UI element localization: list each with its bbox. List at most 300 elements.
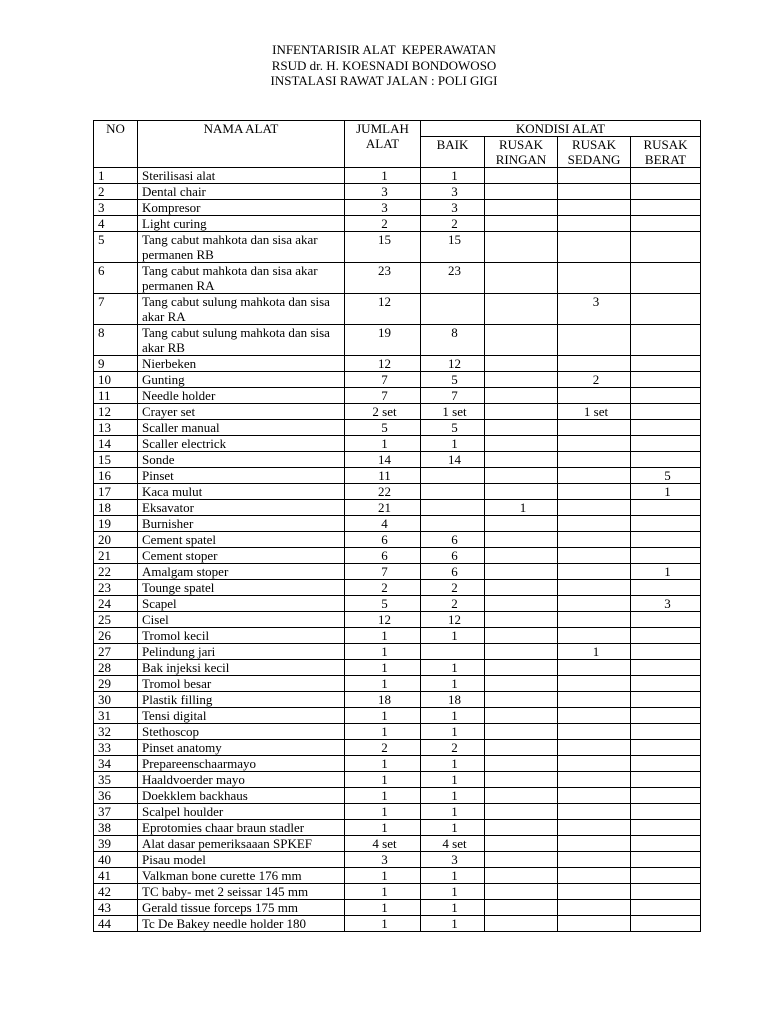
cell-rusak-berat [631, 708, 701, 724]
cell-rusak-ringan: 1 [485, 500, 558, 516]
table-row [94, 484, 701, 500]
cell-nama-alat: TC baby- met 2 seissar 145 mm [138, 884, 345, 900]
cell-rusak-berat [631, 356, 701, 372]
table-row [94, 168, 701, 184]
cell-rusak-sedang [558, 200, 631, 216]
cell-baik: 1 [421, 868, 485, 884]
cell-rusak-berat [631, 772, 701, 788]
cell-no: 37 [94, 804, 138, 820]
inventory-table [93, 120, 701, 932]
cell-rusak-sedang [558, 500, 631, 516]
cell-rusak-sedang [558, 580, 631, 596]
cell-baik: 3 [421, 200, 485, 216]
cell-jumlah: 1 [345, 660, 421, 676]
cell-nama-alat: Plastik filling [138, 692, 345, 708]
cell-rusak-berat [631, 548, 701, 564]
cell-rusak-ringan [485, 564, 558, 580]
cell-no: 23 [94, 580, 138, 596]
table-row [94, 660, 701, 676]
cell-no: 1 [94, 168, 138, 184]
table-row [94, 372, 701, 388]
cell-rusak-ringan [485, 294, 558, 325]
table-row [94, 740, 701, 756]
cell-rusak-ringan [485, 788, 558, 804]
cell-rusak-ringan [485, 612, 558, 628]
cell-baik [421, 516, 485, 532]
cell-baik: 2 [421, 740, 485, 756]
cell-rusak-ringan [485, 884, 558, 900]
cell-baik: 1 [421, 436, 485, 452]
table-row [94, 852, 701, 868]
cell-jumlah: 2 [345, 740, 421, 756]
cell-rusak-sedang [558, 788, 631, 804]
table-row [94, 836, 701, 852]
cell-jumlah: 12 [345, 356, 421, 372]
cell-rusak-berat [631, 436, 701, 452]
cell-no: 18 [94, 500, 138, 516]
table-row [94, 820, 701, 836]
cell-rusak-berat [631, 168, 701, 184]
cell-nama-alat: Bak injeksi kecil [138, 660, 345, 676]
cell-rusak-sedang [558, 868, 631, 884]
cell-baik: 1 [421, 628, 485, 644]
cell-rusak-berat [631, 676, 701, 692]
cell-rusak-berat [631, 500, 701, 516]
cell-nama-alat: Stethoscop [138, 724, 345, 740]
cell-rusak-sedang [558, 388, 631, 404]
cell-baik: 1 [421, 820, 485, 836]
cell-rusak-berat [631, 612, 701, 628]
cell-rusak-berat [631, 804, 701, 820]
cell-baik: 1 [421, 708, 485, 724]
cell-no: 2 [94, 184, 138, 200]
cell-jumlah: 1 [345, 900, 421, 916]
cell-rusak-ringan [485, 596, 558, 612]
cell-jumlah: 2 [345, 216, 421, 232]
cell-no: 40 [94, 852, 138, 868]
cell-rusak-ringan [485, 740, 558, 756]
table-row [94, 708, 701, 724]
cell-nama-alat: Cement spatel [138, 532, 345, 548]
cell-rusak-berat [631, 532, 701, 548]
cell-baik: 4 set [421, 836, 485, 852]
cell-baik: 8 [421, 325, 485, 356]
table-row [94, 532, 701, 548]
cell-nama-alat: Needle holder [138, 388, 345, 404]
cell-rusak-sedang [558, 692, 631, 708]
cell-nama-alat: Tang cabut sulung mahkota dan sisa akar RB [138, 325, 345, 356]
cell-rusak-ringan [485, 580, 558, 596]
cell-rusak-berat: 1 [631, 484, 701, 500]
cell-rusak-berat [631, 325, 701, 356]
cell-rusak-ringan [485, 420, 558, 436]
cell-nama-alat: Scaller manual [138, 420, 345, 436]
cell-jumlah: 4 [345, 516, 421, 532]
cell-rusak-berat [631, 628, 701, 644]
cell-jumlah: 14 [345, 452, 421, 468]
cell-rusak-sedang [558, 263, 631, 294]
table-row [94, 516, 701, 532]
cell-nama-alat: Alat dasar pemeriksaaan SPKEF [138, 836, 345, 852]
cell-rusak-sedang [558, 325, 631, 356]
cell-baik: 1 [421, 804, 485, 820]
cell-no: 41 [94, 868, 138, 884]
cell-baik: 3 [421, 852, 485, 868]
cell-rusak-ringan [485, 404, 558, 420]
cell-rusak-ringan [485, 820, 558, 836]
cell-baik: 2 [421, 216, 485, 232]
cell-no: 43 [94, 900, 138, 916]
cell-rusak-ringan [485, 724, 558, 740]
cell-nama-alat: Tc De Bakey needle holder 180 [138, 916, 345, 932]
cell-rusak-ringan [485, 200, 558, 216]
cell-rusak-ringan [485, 263, 558, 294]
cell-baik: 6 [421, 548, 485, 564]
table-row [94, 263, 701, 294]
table-row [94, 724, 701, 740]
table-row [94, 325, 701, 356]
cell-jumlah: 1 [345, 788, 421, 804]
cell-baik: 14 [421, 452, 485, 468]
cell-nama-alat: Tang cabut sulung mahkota dan sisa akar RA [138, 294, 345, 325]
cell-jumlah: 1 [345, 644, 421, 660]
cell-baik [421, 484, 485, 500]
cell-nama-alat: Dental chair [138, 184, 345, 200]
cell-nama-alat: Crayer set [138, 404, 345, 420]
table-row [94, 500, 701, 516]
cell-rusak-berat: 5 [631, 468, 701, 484]
cell-jumlah: 2 [345, 580, 421, 596]
table-row [94, 404, 701, 420]
cell-no: 32 [94, 724, 138, 740]
header-nama-alat: NAMA ALAT [138, 121, 345, 168]
cell-baik: 2 [421, 596, 485, 612]
table-row [94, 916, 701, 932]
cell-rusak-sedang: 1 [558, 644, 631, 660]
cell-rusak-berat [631, 388, 701, 404]
cell-no: 15 [94, 452, 138, 468]
table-row [94, 804, 701, 820]
cell-jumlah: 2 set [345, 404, 421, 420]
cell-jumlah: 3 [345, 184, 421, 200]
cell-rusak-ringan [485, 804, 558, 820]
cell-nama-alat: Kaca mulut [138, 484, 345, 500]
header-rusak-sedang: RUSAK SEDANG [558, 137, 631, 168]
cell-rusak-ringan [485, 900, 558, 916]
cell-jumlah: 23 [345, 263, 421, 294]
cell-rusak-sedang [558, 216, 631, 232]
cell-rusak-sedang [558, 820, 631, 836]
cell-rusak-ringan [485, 356, 558, 372]
table-row [94, 644, 701, 660]
table-row [94, 294, 701, 325]
cell-rusak-berat [631, 836, 701, 852]
cell-rusak-sedang [558, 532, 631, 548]
cell-rusak-ringan [485, 676, 558, 692]
cell-jumlah: 1 [345, 820, 421, 836]
cell-rusak-sedang [558, 660, 631, 676]
cell-nama-alat: Tromol kecil [138, 628, 345, 644]
cell-rusak-berat [631, 516, 701, 532]
cell-no: 36 [94, 788, 138, 804]
cell-rusak-sedang [558, 516, 631, 532]
cell-nama-alat: Burnisher [138, 516, 345, 532]
cell-rusak-berat: 3 [631, 596, 701, 612]
cell-rusak-ringan [485, 452, 558, 468]
cell-jumlah: 1 [345, 436, 421, 452]
cell-nama-alat: Pinset [138, 468, 345, 484]
cell-rusak-berat [631, 216, 701, 232]
cell-baik: 7 [421, 388, 485, 404]
cell-rusak-ringan [485, 548, 558, 564]
cell-nama-alat: Nierbeken [138, 356, 345, 372]
cell-jumlah: 1 [345, 708, 421, 724]
cell-nama-alat: Amalgam stoper [138, 564, 345, 580]
cell-rusak-berat [631, 740, 701, 756]
cell-nama-alat: Scalpel houlder [138, 804, 345, 820]
cell-rusak-ringan [485, 516, 558, 532]
cell-jumlah: 3 [345, 200, 421, 216]
cell-jumlah: 7 [345, 564, 421, 580]
cell-jumlah: 1 [345, 804, 421, 820]
cell-rusak-berat [631, 916, 701, 932]
cell-rusak-ringan [485, 708, 558, 724]
cell-jumlah: 7 [345, 372, 421, 388]
cell-nama-alat: Gunting [138, 372, 345, 388]
cell-baik: 5 [421, 372, 485, 388]
cell-baik: 18 [421, 692, 485, 708]
cell-jumlah: 22 [345, 484, 421, 500]
cell-rusak-sedang [558, 724, 631, 740]
cell-baik: 15 [421, 232, 485, 263]
cell-rusak-sedang [558, 564, 631, 580]
cell-jumlah: 5 [345, 596, 421, 612]
cell-rusak-sedang [558, 484, 631, 500]
cell-nama-alat: Scapel [138, 596, 345, 612]
cell-nama-alat: Tromol besar [138, 676, 345, 692]
cell-nama-alat: Valkman bone curette 176 mm [138, 868, 345, 884]
cell-no: 7 [94, 294, 138, 325]
cell-baik: 23 [421, 263, 485, 294]
table-row [94, 184, 701, 200]
cell-nama-alat: Tensi digital [138, 708, 345, 724]
table-row [94, 216, 701, 232]
cell-nama-alat: Cement stoper [138, 548, 345, 564]
cell-rusak-berat [631, 420, 701, 436]
table-row [94, 676, 701, 692]
cell-no: 16 [94, 468, 138, 484]
cell-jumlah: 1 [345, 168, 421, 184]
cell-rusak-berat [631, 232, 701, 263]
table-row [94, 884, 701, 900]
cell-no: 24 [94, 596, 138, 612]
cell-nama-alat: Eksavator [138, 500, 345, 516]
cell-rusak-berat [631, 263, 701, 294]
cell-rusak-sedang: 1 set [558, 404, 631, 420]
cell-nama-alat: Sonde [138, 452, 345, 468]
cell-baik: 1 [421, 756, 485, 772]
cell-rusak-sedang: 3 [558, 294, 631, 325]
cell-rusak-sedang [558, 548, 631, 564]
cell-rusak-ringan [485, 232, 558, 263]
cell-baik: 1 [421, 772, 485, 788]
cell-nama-alat: Tang cabut mahkota dan sisa akar permanen RA [138, 263, 345, 294]
cell-jumlah: 6 [345, 548, 421, 564]
cell-baik: 1 [421, 724, 485, 740]
cell-baik: 1 [421, 900, 485, 916]
cell-nama-alat: Light curing [138, 216, 345, 232]
cell-rusak-sedang [558, 676, 631, 692]
cell-jumlah: 1 [345, 676, 421, 692]
cell-nama-alat: Tounge spatel [138, 580, 345, 596]
cell-no: 17 [94, 484, 138, 500]
cell-rusak-sedang [558, 356, 631, 372]
cell-rusak-ringan [485, 325, 558, 356]
cell-baik: 12 [421, 356, 485, 372]
cell-rusak-ringan [485, 836, 558, 852]
cell-no: 12 [94, 404, 138, 420]
cell-rusak-sedang [558, 708, 631, 724]
header-jumlah-alat: JUMLAH ALAT [345, 121, 421, 168]
cell-rusak-sedang [558, 168, 631, 184]
cell-rusak-ringan [485, 532, 558, 548]
cell-nama-alat: Gerald tissue forceps 175 mm [138, 900, 345, 916]
cell-nama-alat: Haaldvoerder mayo [138, 772, 345, 788]
cell-rusak-berat [631, 644, 701, 660]
cell-no: 33 [94, 740, 138, 756]
table-row [94, 436, 701, 452]
cell-no: 20 [94, 532, 138, 548]
cell-nama-alat: Kompresor [138, 200, 345, 216]
cell-rusak-ringan [485, 692, 558, 708]
cell-jumlah: 12 [345, 294, 421, 325]
cell-rusak-ringan [485, 216, 558, 232]
cell-jumlah: 11 [345, 468, 421, 484]
cell-rusak-ringan [485, 868, 558, 884]
table-row [94, 232, 701, 263]
cell-rusak-ringan [485, 772, 558, 788]
cell-no: 6 [94, 263, 138, 294]
cell-no: 5 [94, 232, 138, 263]
cell-rusak-berat [631, 852, 701, 868]
header-rusak-berat: RUSAK BERAT [631, 137, 701, 168]
cell-no: 27 [94, 644, 138, 660]
cell-rusak-berat [631, 692, 701, 708]
cell-rusak-berat [631, 452, 701, 468]
cell-no: 28 [94, 660, 138, 676]
cell-baik: 5 [421, 420, 485, 436]
cell-baik: 1 [421, 884, 485, 900]
header-rusak-ringan: RUSAK RINGAN [485, 137, 558, 168]
table-row [94, 564, 701, 580]
cell-rusak-ringan [485, 436, 558, 452]
cell-no: 34 [94, 756, 138, 772]
cell-baik: 1 [421, 676, 485, 692]
cell-no: 14 [94, 436, 138, 452]
cell-rusak-sedang [558, 772, 631, 788]
cell-no: 3 [94, 200, 138, 216]
cell-nama-alat: Pelindung jari [138, 644, 345, 660]
cell-no: 9 [94, 356, 138, 372]
cell-rusak-ringan [485, 852, 558, 868]
cell-rusak-berat [631, 724, 701, 740]
cell-no: 11 [94, 388, 138, 404]
cell-no: 30 [94, 692, 138, 708]
document-header [0, 42, 768, 89]
cell-baik [421, 294, 485, 325]
cell-rusak-berat [631, 820, 701, 836]
cell-rusak-ringan [485, 388, 558, 404]
cell-no: 29 [94, 676, 138, 692]
cell-rusak-ringan [485, 372, 558, 388]
cell-no: 25 [94, 612, 138, 628]
cell-jumlah: 1 [345, 724, 421, 740]
cell-baik: 6 [421, 564, 485, 580]
cell-rusak-ringan [485, 484, 558, 500]
cell-no: 26 [94, 628, 138, 644]
cell-nama-alat: Pinset anatomy [138, 740, 345, 756]
cell-rusak-sedang [558, 184, 631, 200]
cell-no: 38 [94, 820, 138, 836]
cell-jumlah: 21 [345, 500, 421, 516]
cell-jumlah: 7 [345, 388, 421, 404]
cell-rusak-ringan [485, 468, 558, 484]
cell-jumlah: 4 set [345, 836, 421, 852]
cell-rusak-sedang [558, 232, 631, 263]
cell-rusak-ringan [485, 756, 558, 772]
cell-jumlah: 1 [345, 772, 421, 788]
cell-no: 19 [94, 516, 138, 532]
cell-jumlah: 1 [345, 628, 421, 644]
cell-no: 22 [94, 564, 138, 580]
table-row [94, 388, 701, 404]
cell-jumlah: 1 [345, 756, 421, 772]
cell-jumlah: 1 [345, 868, 421, 884]
document-title: INFENTARISIR ALAT KEPERAWATAN [272, 42, 496, 57]
cell-rusak-berat [631, 200, 701, 216]
table-row [94, 788, 701, 804]
cell-rusak-sedang [558, 740, 631, 756]
cell-baik: 6 [421, 532, 485, 548]
cell-no: 8 [94, 325, 138, 356]
cell-jumlah: 1 [345, 916, 421, 932]
cell-no: 4 [94, 216, 138, 232]
cell-rusak-ringan [485, 168, 558, 184]
cell-rusak-ringan [485, 184, 558, 200]
cell-rusak-ringan [485, 628, 558, 644]
cell-rusak-sedang [558, 468, 631, 484]
cell-rusak-berat [631, 900, 701, 916]
cell-jumlah: 3 [345, 852, 421, 868]
cell-rusak-berat [631, 660, 701, 676]
cell-baik: 12 [421, 612, 485, 628]
cell-rusak-sedang [558, 804, 631, 820]
cell-baik: 1 [421, 168, 485, 184]
header-no: NO [94, 121, 138, 168]
cell-baik: 3 [421, 184, 485, 200]
table-row [94, 692, 701, 708]
cell-rusak-sedang [558, 628, 631, 644]
table-row [94, 772, 701, 788]
cell-baik: 1 set [421, 404, 485, 420]
cell-rusak-berat: 1 [631, 564, 701, 580]
table-row [94, 580, 701, 596]
inventory-rows [94, 168, 701, 932]
cell-rusak-berat [631, 184, 701, 200]
cell-nama-alat: Sterilisasi alat [138, 168, 345, 184]
cell-rusak-berat [631, 884, 701, 900]
table-row [94, 868, 701, 884]
